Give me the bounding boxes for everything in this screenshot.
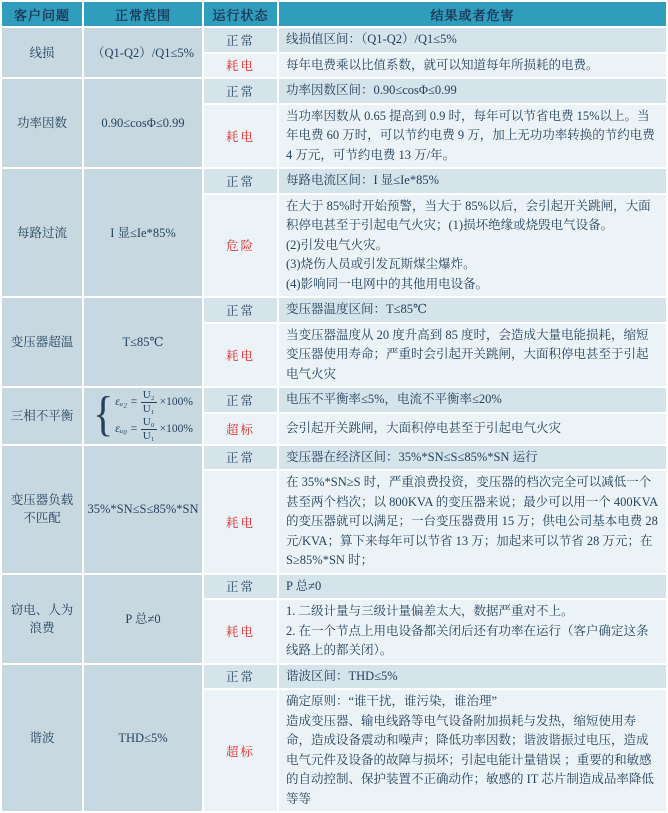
cell-range: 0.90≤cosΦ≤0.99 [84,79,202,167]
cell-status: 超标 [204,690,277,811]
cell-range-formula [84,388,202,444]
cell-status: 正常 [204,79,277,103]
cell-status: 超标 [204,414,277,444]
header-normal-range: 正常范围 [84,2,202,26]
cell-status: 耗电 [204,600,277,663]
cell-problem: 三相不平衡 [2,388,82,444]
cell-range: THD≤5% [84,665,202,812]
cell-status: 正常 [204,388,277,412]
fraction-numerator: U₀ [142,416,155,429]
table-row [2,169,666,193]
cell-result: 当功率因数从 0.65 提高到 0.9 时，每年可以节省电费 15%以上。当年电费 60 万时，可以节约电费 9 万，加上无功功率转换的节约电费 4 万元，可节约电费 13 万/年。 [279,105,666,168]
cell-range: 35%*SN≤S≤85%*SN [84,446,202,573]
cell-status: 耗电 [204,54,277,78]
table-row [2,575,666,599]
cell-result: 在 35%*SN≥S 时，严重浪费投资，变压器的档次完全可以减低一个甚至两个档次；以 800KVA 的变压器来说；最少可以用一个 400KVA 的变压器就可以满足；一台变压器费用 15 万；供电公司基本电费 28 元/KVA；算下来每年可以节省 13 万；加起来可以节省 28 万元；在 S≥85%*SN 时； [279,471,666,573]
cell-result: 会引起开关跳闸，大面积停电甚至于引起电气火灾 [279,414,666,444]
cell-status: 正常 [204,298,277,322]
cell-problem: 变压器超温 [2,298,82,386]
cell-status: 正常 [204,665,277,689]
cell-result: 电压不平衡率≤5%，电流不平衡率≤20% [279,388,666,412]
formula-lhs: εᵤ₀ = [115,423,138,436]
cell-result: 谐波区间：THD≤5% [279,665,666,689]
fraction [141,389,157,415]
formula-suffix: ×100% [159,396,193,409]
cell-result: 在大于 85%时开始预警，当大于 85%以后，会引起开关跳闸，大面积停电甚至于引起电气火灾；(1)损坏绝缘或烧毁电气设备。 (2)引发电气火灾。 (3)烧伤人员或引发瓦斯煤尘爆炸。 (4)影响同一电网中的其他用电设备。 [279,195,666,297]
brace-glyph: { [93,388,114,442]
cell-status: 正常 [204,575,277,599]
cell-status: 正常 [204,28,277,52]
cell-result: 线损值区间：（Q1-Q2）/Q1≤5% [279,28,666,52]
cell-result: 1. 二级计量与三级计量偏差太大，数据严重对不上。 2. 在一个节点上用电设备都关闭后还有功率在运行（客户确定这条线路上的都关闭）。 [279,600,666,663]
cell-range: P 总≠0 [84,575,202,663]
cell-status: 正常 [204,169,277,193]
cell-result: 功率因数区间：0.90≤cosΦ≤0.99 [279,79,666,103]
table-row [2,79,666,103]
header-result-harm: 结果或者危害 [279,2,666,26]
formula-suffix: ×100% [159,423,193,436]
cell-status: 危险 [204,195,277,297]
formula-line-1 [115,389,193,415]
table-row [2,298,666,322]
fraction-denominator: U₁ [142,429,155,442]
cell-problem: 功率因数 [2,79,82,167]
cell-result: 变压器温度区间：T≤85℃ [279,298,666,322]
cell-status: 耗电 [204,324,277,387]
fraction-denominator: U₁ [142,402,155,415]
cell-status: 耗电 [204,105,277,168]
cell-result: 变压器在经济区间：35%*SN≤S≤85%*SN 运行 [279,446,666,470]
formula-lhs: εᵤ₂ = [115,396,138,409]
fraction-numerator: U₂ [142,389,155,401]
cell-result: 每年电费乘以比值系数，就可以知道每年所损耗的电费。 [279,54,666,78]
cell-problem: 每路过流 [2,169,82,296]
cell-result: 每路电流区间：I 显≤Ie*85% [279,169,666,193]
cell-problem: 线损 [2,28,82,77]
table-row [2,388,666,412]
header-row [2,2,666,26]
cell-status: 耗电 [204,471,277,573]
cell-status: 正常 [204,446,277,470]
imbalance-formula [87,389,199,443]
table-row [2,28,666,52]
fraction [141,416,157,442]
cell-range: T≤85℃ [84,298,202,386]
cell-result: 确定原则：“谁干扰，谁污染，谁治理” 造成变压器、输电线路等电气设备附加损耗与发热，缩短使用寿命，造成设备震动和噪声；降低功率因数；谐波谐振过电压，造成电气元件及设备的故障与损坏；引起电能计量错误 ；重要的和敏感的自动控制、保护装置不正确动作；敏感的 IT 芯片制造成品率降低等等 [279,690,666,811]
cell-range: （Q1-Q2）/Q1≤5% [84,28,202,77]
header-run-status: 运行状态 [204,2,277,26]
cell-result: 当变压器温度从 20 度升高到 85 度时，会造成大量电能损耗，缩短变压器使用寿命；严重时会引起开关跳闸，大面积停电甚至于引起电气火灾 [279,324,666,387]
table-row [2,665,666,689]
table-row [2,446,666,470]
cell-range: I 显≤Ie*85% [84,169,202,296]
header-customer-problem: 客户问题 [2,2,82,26]
cell-problem: 变压器负载不匹配 [2,446,82,573]
cell-problem: 谐波 [2,665,82,812]
cell-problem: 窃电、人为浪费 [2,575,82,663]
formula-line-2 [115,416,193,442]
cell-result: P 总≠0 [279,575,666,599]
